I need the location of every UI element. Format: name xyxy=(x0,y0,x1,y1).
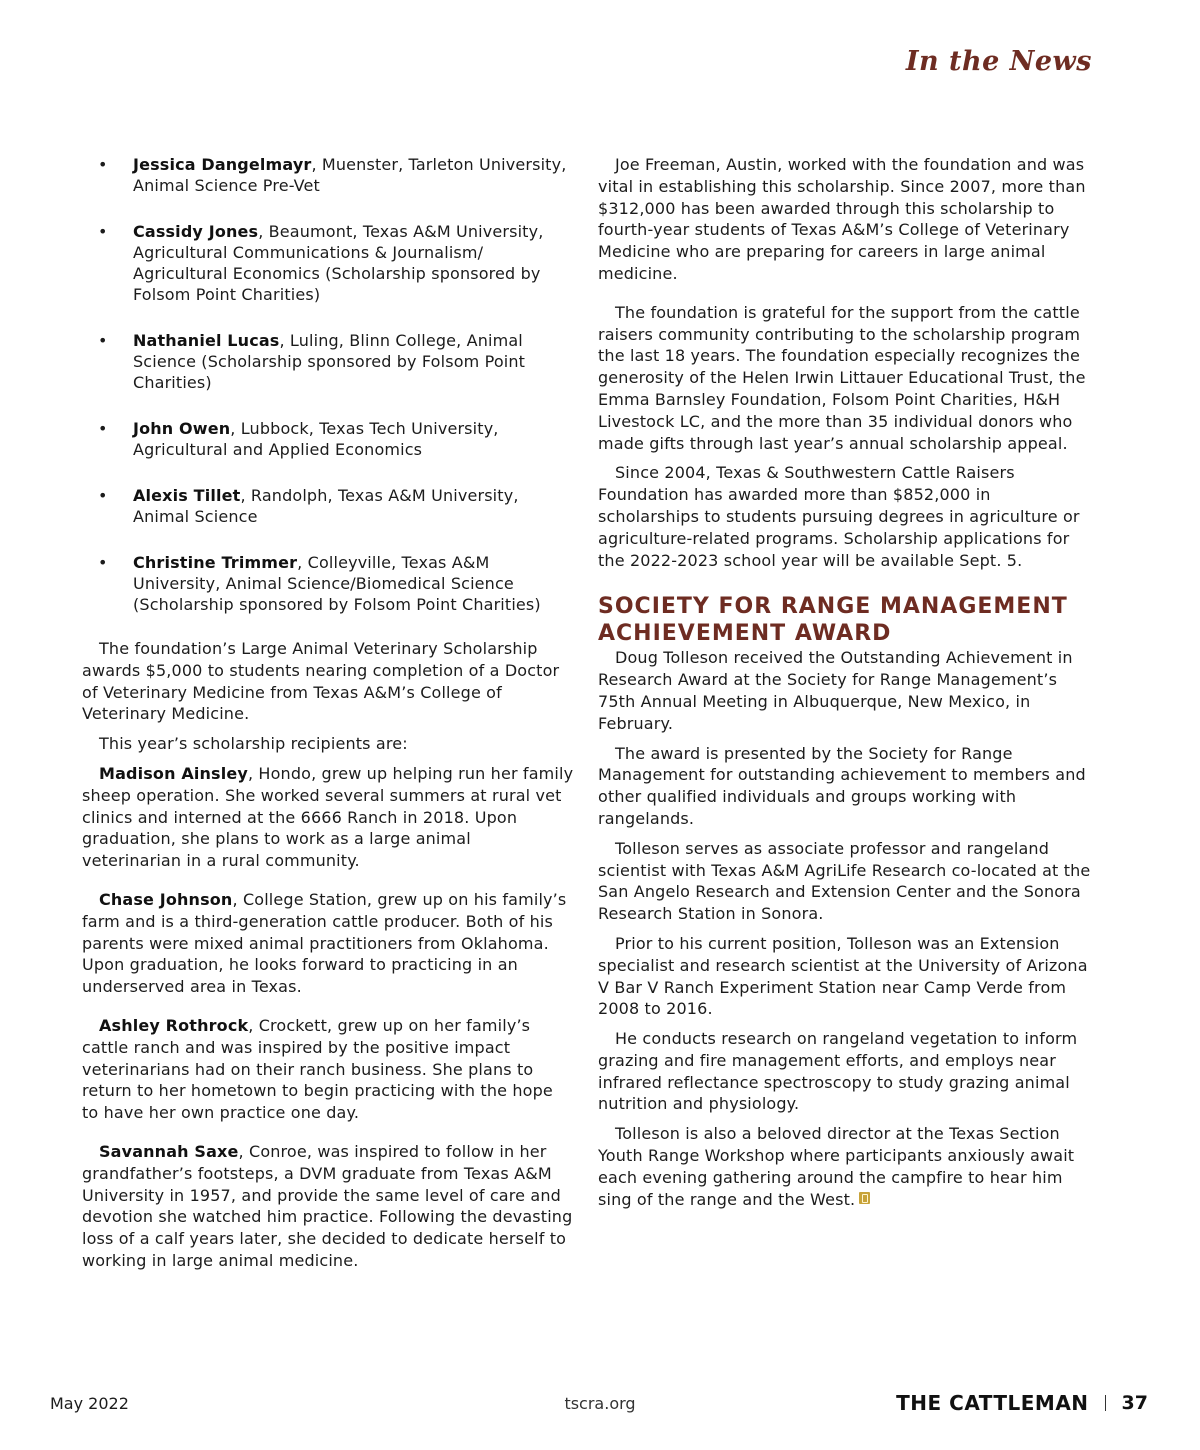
recipient-details: , Lubbock, Texas Tech University, Agricultural and Applied Economics xyxy=(133,419,499,459)
recipient-list xyxy=(82,154,574,615)
heading-line-2: ACHIEVEMENT AWARD xyxy=(598,621,892,647)
recipient-name: Alexis Tillet xyxy=(133,486,241,505)
list-item: • John Owen, Lubbock, Texas Tech University, Agricultural and Applied Economics xyxy=(98,419,499,459)
body-paragraph: Tolleson serves as associate professor and rangeland scientist with Texas A&M AgriLife Research co-located at the San Angelo Research and Extension Center and the Sonora Research Station in Sonora. xyxy=(598,838,1091,924)
recipient-details: , Luling, Blinn College, Animal Science (Scholarship sponsored by Folsom Point Charities) xyxy=(133,331,526,392)
recipient-details: , Randolph, Texas A&M University, Animal Science xyxy=(133,486,519,526)
issue-date: May 2022 xyxy=(50,1394,129,1413)
recipient-name: John Owen xyxy=(133,419,231,438)
recipient-details: , Colleyville, Texas A&M University, Animal Science/Biomedical Science (Scholarship sponsored by Folsom Point Charities) xyxy=(133,553,541,614)
list-item: • Christine Trimmer, Colleyville, Texas A&M University, Animal Science/Biomedical Science (Scholarship sponsored by Folsom Point Charities) xyxy=(98,553,541,614)
article-heading xyxy=(598,593,1094,647)
recipient-details: , Muenster, Tarleton University, Animal Science Pre-Vet xyxy=(133,155,567,195)
body-paragraph: Prior to his current position, Tolleson was an Extension specialist and research scientist at the University of Arizona V Bar V Ranch Experiment Station near Camp Verde from 2008 to 2016. xyxy=(598,933,1088,1019)
cattleman-end-mark-icon xyxy=(859,1192,870,1204)
profile-name: Madison Ainsley xyxy=(99,763,248,783)
body-paragraph: The award is presented by the Society for Range Management for outstanding achievement to members and other qualified individuals and groups working with rangelands. xyxy=(598,743,1086,828)
body-paragraph: Doug Tolleson received the Outstanding Achievement in Research Award at the Society for Range Management’s 75th Annual Meeting in Albuquerque, New Mexico, in February. xyxy=(598,648,1073,733)
profile-text: , Hondo, grew up helping run her family sheep operation. She worked several summers at rural vet clinics and interned at the 6666 Ranch in 2018. Upon graduation, she plans to work as a large animal veterinarian in a rural community. xyxy=(82,763,574,871)
footer-divider xyxy=(1105,1395,1106,1411)
recipient-name: Cassidy Jones xyxy=(133,222,259,241)
recipient-name: Christine Trimmer xyxy=(133,553,298,572)
page-footer xyxy=(0,1391,1200,1418)
profile-name: Savannah Saxe xyxy=(99,1141,239,1161)
list-item: • Nathaniel Lucas, Luling, Blinn College, Animal Science (Scholarship sponsored by Folsom Point Charities) xyxy=(98,331,526,392)
final-paragraph-text: Tolleson is also a beloved director at the Texas Section Youth Range Workshop where participants anxiously await each evening gathering around the campfire to hear him sing of the range and the West. xyxy=(598,1124,1075,1209)
profile-name: Chase Johnson xyxy=(99,889,233,909)
profile-text: , College Station, grew up on his family’s farm and is a third-generation cattle producer. Both of his parents were mixed animal practitioners from Oklahoma. Upon graduation, he looks forward to practicing in an underserved area in Texas. xyxy=(82,889,567,997)
list-item: • Cassidy Jones, Beaumont, Texas A&M University, Agricultural Communications & Journalism/ Agricultural Economics (Scholarship sponsored by Folsom Point Charities) xyxy=(98,222,544,304)
recipient-details: , Beaumont, Texas A&M University, Agricultural Communications & Journalism/ Agricultural Economics (Scholarship sponsored by Folsom Point Charities) xyxy=(133,222,544,304)
body-paragraph: Joe Freeman, Austin, worked with the foundation and was vital in establishing this scholarship. Since 2007, more than $312,000 has been awarded through this scholarship to fourth-year students of Texas A&M’s College of Veterinary Medicine who are preparing for careers in large animal medicine. xyxy=(598,155,1086,283)
profile-text: , Conroe, was inspired to follow in her grandfather’s footsteps, a DVM graduate from Texas A&M University in 1957, and provide the same level of care and devotion she watched him practice. Following the devasting loss of a calf years later, she decided to dedicate herself to working in large animal medicine. xyxy=(82,1141,573,1270)
body-paragraph: Since 2004, Texas & Southwestern Cattle Raisers Foundation has awarded more than $852,000 in scholarships to students pursuing degrees in agriculture or agriculture-related programs. Scholarship applications for the 2022-2023 school year will be available Sept. 5. xyxy=(598,463,1080,570)
recipients-intro: This year’s scholarship recipients are: xyxy=(99,734,408,754)
site-link[interactable]: tscra.org xyxy=(564,1394,636,1413)
footer-brand xyxy=(896,1391,1148,1415)
profile-paragraph xyxy=(82,763,574,872)
body-paragraph: He conducts research on rangeland vegetation to inform grazing and fire management efforts, and employs near infrared reflectance spectroscopy to study grazing animal nutrition and physiology. xyxy=(598,1029,1078,1114)
section-tag: In the News xyxy=(905,46,1092,77)
left-column xyxy=(82,154,574,1280)
scholarship-intro: The foundation’s Large Animal Veterinary Scholarship awards $5,000 to students nearing completion of a Doctor of Veterinary Medicine from Texas A&M’s College of Veterinary Medicine. xyxy=(82,639,560,724)
list-item: • Jessica Dangelmayr, Muenster, Tarleton University, Animal Science Pre-Vet xyxy=(98,155,567,195)
body-paragraph: The foundation is grateful for the support from the cattle raisers community contributing to the scholarship program the last 18 years. The foundation especially recognizes the generosity of the Helen Irwin Littauer Educational Trust, the Emma Barnsley Foundation, Folsom Point Charities, H&H Livestock LC, and the more than 35 individual donors who made gifts through last year’s annual scholarship appeal. xyxy=(598,302,1086,453)
profile-text: , Crockett, grew up on her family’s cattle ranch and was inspired by the positive impact veterinarians had on their ranch business. She plans to return to her hometown to begin practicing with the hope to have her own practice one day. xyxy=(82,1015,553,1123)
right-column xyxy=(598,154,1094,1218)
list-item: • Alexis Tillet, Randolph, Texas A&M University, Animal Science xyxy=(98,486,519,526)
profile-name: Ashley Rothrock xyxy=(99,1015,249,1035)
heading-line-1: SOCIETY FOR RANGE MANAGEMENT xyxy=(598,594,1068,620)
recipient-name: Nathaniel Lucas xyxy=(133,331,280,350)
profile-paragraph xyxy=(82,1015,574,1124)
page-number: 37 xyxy=(1121,1392,1148,1414)
magazine-logo: THE CATTLEMAN xyxy=(896,1391,1089,1415)
final-paragraph xyxy=(598,1123,1094,1210)
profile-paragraph xyxy=(82,1141,574,1272)
recipient-name: Jessica Dangelmayr xyxy=(133,155,312,174)
profile-paragraph xyxy=(82,889,574,998)
